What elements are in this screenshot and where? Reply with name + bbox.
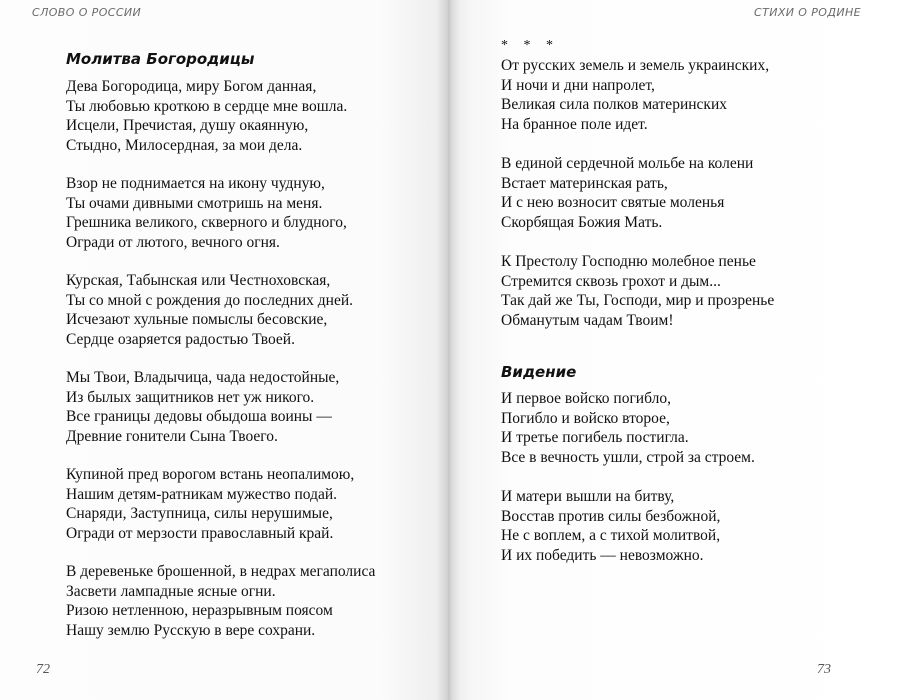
stanza bbox=[501, 154, 774, 232]
verse-line: Не с воплем, а с тихой молитвой, bbox=[501, 527, 721, 544]
poem-stanzas-molitva bbox=[66, 77, 375, 640]
verse-line: Погибло и войско второе, bbox=[501, 409, 670, 427]
verse-line: Ты очами дивными смотришь на меня. bbox=[66, 194, 323, 212]
right-page-content bbox=[501, 38, 774, 565]
verse-line: Исцели, Пречистая, душу окаянную, bbox=[66, 117, 309, 134]
verse-line: Ты со мной с рождения до последних дней. bbox=[66, 291, 354, 309]
verse-line: И ночи и дни напролет, bbox=[501, 76, 655, 94]
stanza bbox=[66, 465, 375, 543]
poem-stanzas-videnie bbox=[501, 389, 774, 565]
verse-line: Нашим детям-ратникам мужество подай. bbox=[66, 485, 338, 503]
stanza bbox=[501, 56, 774, 134]
verse-line: И с нею возносит святые моленья bbox=[501, 194, 725, 211]
left-page bbox=[0, 0, 448, 700]
verse-line: Все границы дедовы обыдоша воины — bbox=[66, 408, 332, 425]
stanza bbox=[501, 389, 774, 467]
verse-line: Огради от лютого, вечного огня. bbox=[66, 233, 280, 251]
verse-line: Великая сила полков материнских bbox=[501, 96, 727, 113]
right-running-head: СТИХИ О РОДИНЕ bbox=[754, 6, 861, 19]
verse-line: На бранное поле идет. bbox=[501, 115, 648, 133]
verse-line: И их победить — невозможно. bbox=[501, 546, 704, 564]
poem-title-videnie: Видение bbox=[501, 363, 577, 381]
poem-stanzas-untitled bbox=[501, 56, 774, 330]
left-page-content bbox=[66, 50, 375, 640]
verse-line: Сердце озаряется радостью Твоей. bbox=[66, 330, 295, 348]
stanza bbox=[66, 271, 375, 349]
verse-line: Стремится сквозь грохот и дым... bbox=[501, 272, 721, 290]
verse-line: В единой сердечной мольбе на колени bbox=[501, 155, 754, 172]
verse-line: Дева Богородица, миру Богом данная, bbox=[66, 78, 317, 95]
verse-line: Засвети лампадные ясные огни. bbox=[66, 582, 276, 600]
verse-line: Восстав против силы безбожной, bbox=[501, 507, 721, 525]
verse-line: И первое войско погибло, bbox=[501, 390, 671, 407]
verse-line: Курская, Табынская или Честноховская, bbox=[66, 272, 331, 289]
verse-line: Мы Твои, Владычица, чада недостойные, bbox=[66, 369, 340, 386]
verse-line: Взор не поднимается на икону чудную, bbox=[66, 175, 325, 192]
verse-line: Все в вечность ушли, строй за строем. bbox=[501, 448, 755, 466]
right-page-number: 73 bbox=[817, 662, 831, 677]
verse-line: Стыдно, Милосердная, за мои дела. bbox=[66, 136, 303, 154]
left-page-number: 72 bbox=[36, 662, 50, 677]
stanza bbox=[501, 487, 774, 565]
verse-line: К Престолу Господню молебное пенье bbox=[501, 253, 756, 270]
left-running-head: СЛОВО О РОССИИ bbox=[32, 6, 142, 19]
verse-line: И матери вышли на битву, bbox=[501, 488, 675, 505]
stanza bbox=[66, 562, 375, 640]
verse-line: Так дай же Ты, Господи, мир и прозренье bbox=[501, 292, 775, 309]
verse-line: Нашу землю Русскую в вере сохрани. bbox=[66, 621, 316, 639]
verse-line: От русских земель и земель украинских, bbox=[501, 57, 770, 74]
book-gutter bbox=[436, 0, 460, 700]
verse-line: Огради от мерзости православный край. bbox=[66, 524, 334, 542]
verse-line: Грешника великого, скверного и блудного, bbox=[66, 214, 347, 231]
stanza bbox=[66, 174, 375, 252]
verse-line: Встает материнская рать, bbox=[501, 174, 668, 192]
poem-videnie bbox=[501, 363, 774, 565]
verse-line: Ты любовью кроткою в сердце мне вошла. bbox=[66, 97, 348, 115]
stanza bbox=[66, 77, 375, 155]
poem-title-molitva: Молитва Богородицы bbox=[66, 50, 255, 68]
verse-line: Купиной пред ворогом встань неопалимою, bbox=[66, 466, 355, 483]
right-page bbox=[448, 0, 903, 700]
verse-line: Снаряди, Заступница, силы нерушимые, bbox=[66, 505, 333, 522]
verse-line: Древние гонители Сына Твоего. bbox=[66, 427, 278, 445]
verse-line: И третье погибель постигла. bbox=[501, 429, 689, 446]
verse-line: Скорбящая Божия Мать. bbox=[501, 213, 663, 231]
stanza bbox=[66, 368, 375, 446]
stanza bbox=[501, 252, 774, 330]
verse-line: Обманутым чадам Твоим! bbox=[501, 311, 674, 329]
asterism: * * * bbox=[501, 38, 559, 53]
verse-line: Ризою нетленною, неразрывным поясом bbox=[66, 602, 333, 619]
verse-line: Из былых защитников нет уж никого. bbox=[66, 388, 315, 406]
verse-line: Исчезают хульные помыслы бесовские, bbox=[66, 311, 328, 328]
verse-line: В деревеньке брошенной, в недрах мегаполиса bbox=[66, 563, 376, 580]
